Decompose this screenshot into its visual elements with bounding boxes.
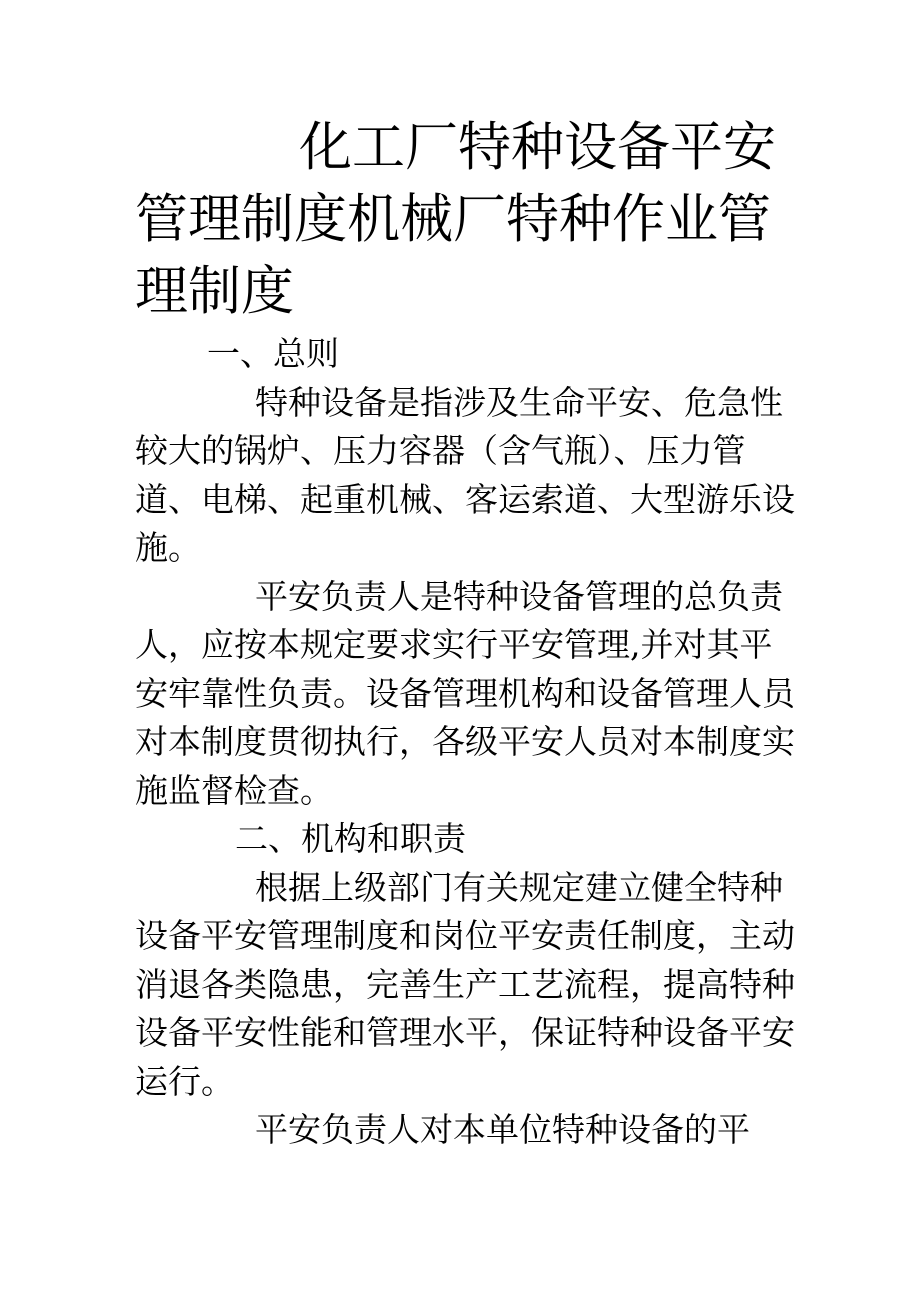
section-general — [135, 330, 795, 815]
section-heading-organization: 二、机构和职责 — [235, 819, 466, 858]
paragraph-responsible-person: 平安负责人是特种设备管理的总负责人，应按本规定要求实行平安管理,并对其平安牢靠性负责。设备管理机构和设备管理人员对本制度贯彻执行，各级平安人员对本制度实施监督检查。 — [135, 576, 795, 810]
document-title: 化工厂特种设备平安管理制度机械厂特种作业管理制度 — [135, 117, 776, 322]
section-organization-duties — [135, 815, 795, 1155]
paragraph-regulations: 根据上级部门有关规定建立健全特种设备平安管理制度和岗位平安责任制度，主动消退各类隐患，完善生产工艺流程，提高特种设备平安性能和管理水平，保证特种设备平安运行。 — [135, 867, 795, 1101]
document-body — [135, 330, 795, 1155]
section-heading-general: 一、总则 — [207, 334, 339, 373]
paragraph-unit-responsibility: 平安负责人对本单位特种设备的平 — [255, 1110, 750, 1149]
paragraph-definition: 特种设备是指涉及生命平安、危急性较大的锅炉、压力容器（含气瓶）、压力管道、电梯、起重机械、客运索道、大型游乐设施。 — [135, 382, 795, 567]
